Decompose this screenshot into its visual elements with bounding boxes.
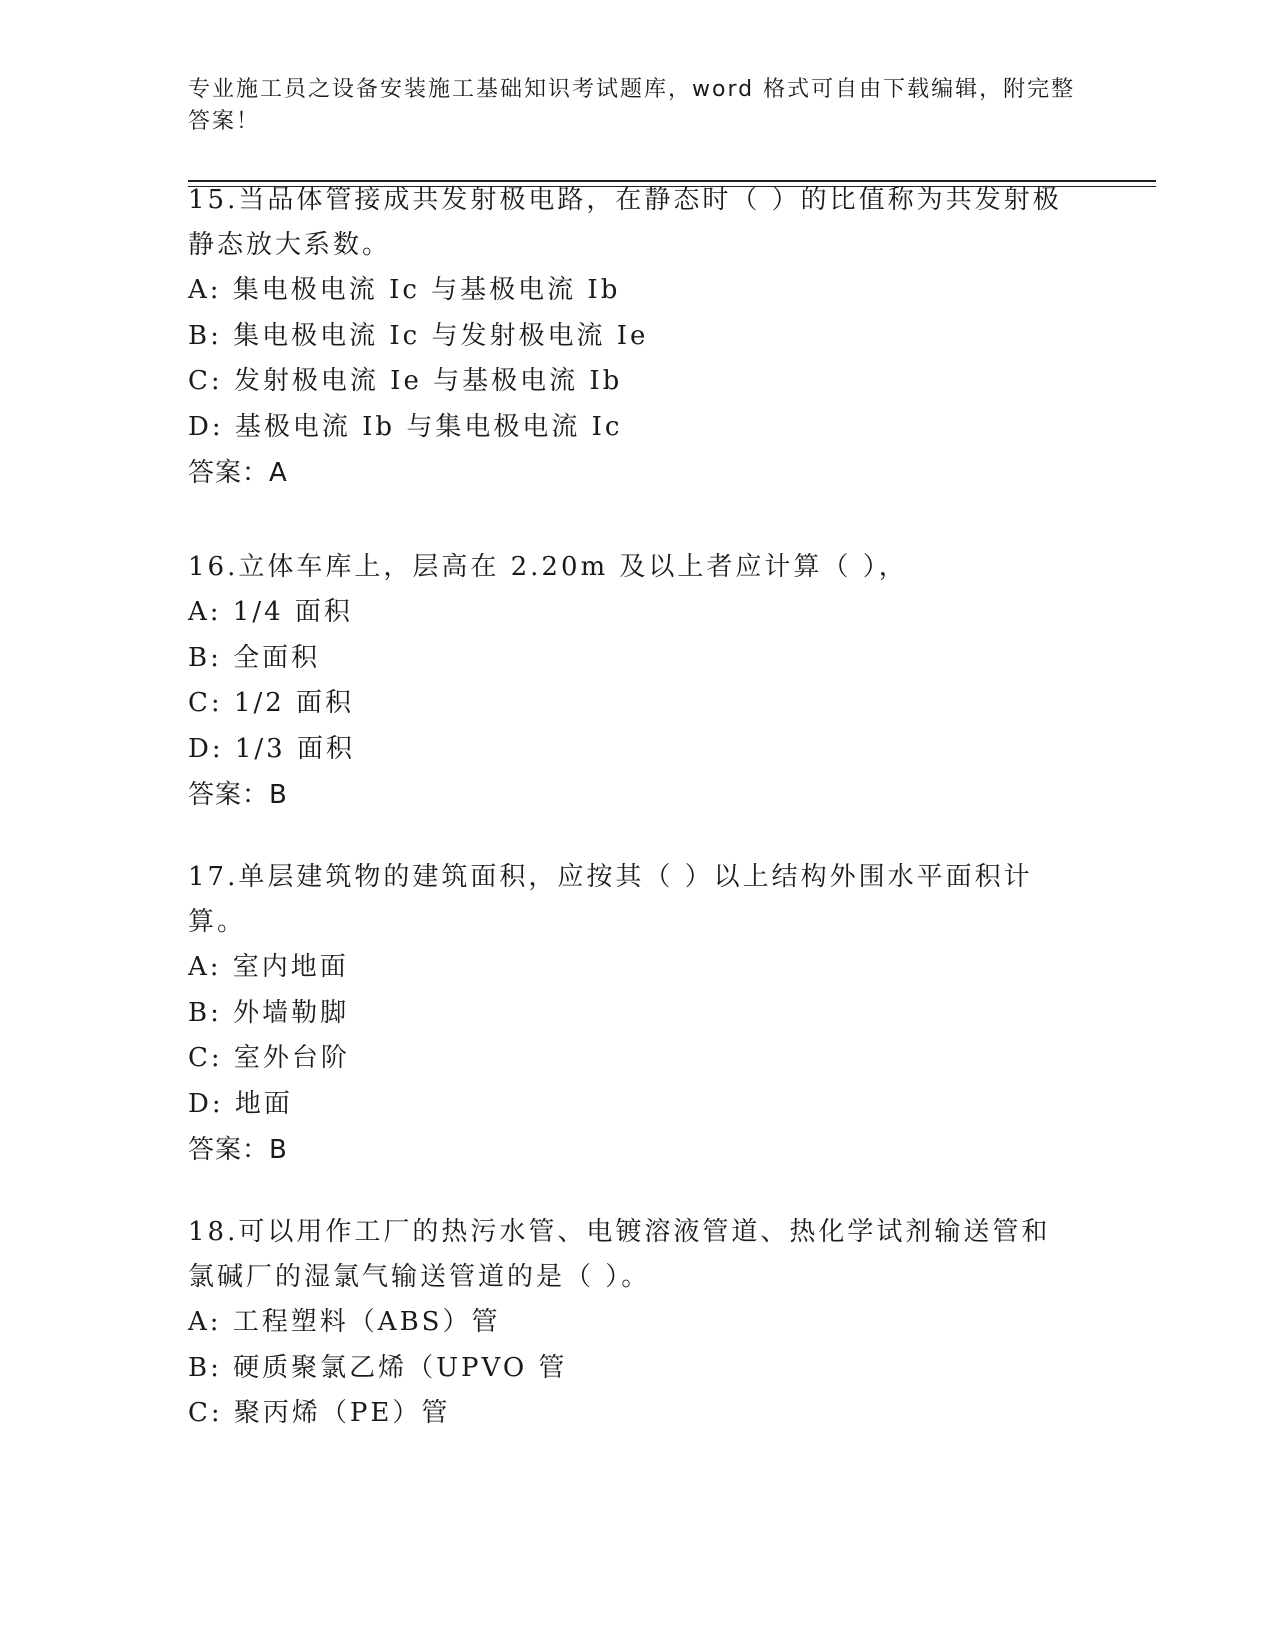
question-15 <box>188 178 1068 496</box>
option-d: D: 地面 <box>188 1088 293 1119</box>
question-stem: 15.当品体管接成共发射极电路，在静态时（ ）的比值称为共发射极静态放大系数。 <box>188 185 1062 260</box>
answer: 答案：B <box>188 1135 288 1165</box>
question-stem: 17.单层建筑物的建筑面积，应按其（ ）以上结构外围水平面积计算。 <box>188 862 1033 937</box>
question-16 <box>188 545 1068 818</box>
option-c: C: 室外台阶 <box>188 1043 350 1073</box>
option-a: A: 集电极电流 Ic 与基极电流 Ib <box>188 275 621 305</box>
answer: 答案：B <box>188 780 288 810</box>
option-c: C: 聚丙烯（PE）管 <box>188 1398 451 1428</box>
question-18 <box>188 1210 1068 1437</box>
option-b: B: 集电极电流 Ic 与发射极电流 Ie <box>188 320 649 351</box>
option-a: A: 室内地面 <box>188 952 349 982</box>
option-c: C: 发射极电流 Ie 与基极电流 Ib <box>188 366 623 396</box>
question-17 <box>188 855 1068 1173</box>
option-a: A: 1/4 面积 <box>188 597 353 627</box>
question-stem: 16.立体车库上，层高在 2.20m 及以上者应计算（ ）， <box>188 552 908 582</box>
option-a: A: 工程塑料（ABS）管 <box>188 1307 501 1337</box>
option-d: D: 1/3 面积 <box>188 733 355 764</box>
option-d: D: 基极电流 Ib 与集电极电流 Ic <box>188 411 623 442</box>
option-b: B: 全面积 <box>188 642 321 673</box>
option-b: B: 硬质聚氯乙烯（UPVO 管 <box>188 1352 568 1383</box>
document-header: 专业施工员之设备安装施工基础知识考试题库，word 格式可自由下载编辑，附完整答案！ <box>188 77 1076 134</box>
answer: 答案：A <box>188 458 288 488</box>
option-c: C: 1/2 面积 <box>188 688 355 718</box>
option-b: B: 外墙勒脚 <box>188 997 350 1028</box>
question-stem: 18.可以用作工厂的热污水管、电镀溶液管道、热化学试剂输送管和氯碱厂的湿氯气输送管道的是（ ）。 <box>188 1217 1051 1292</box>
